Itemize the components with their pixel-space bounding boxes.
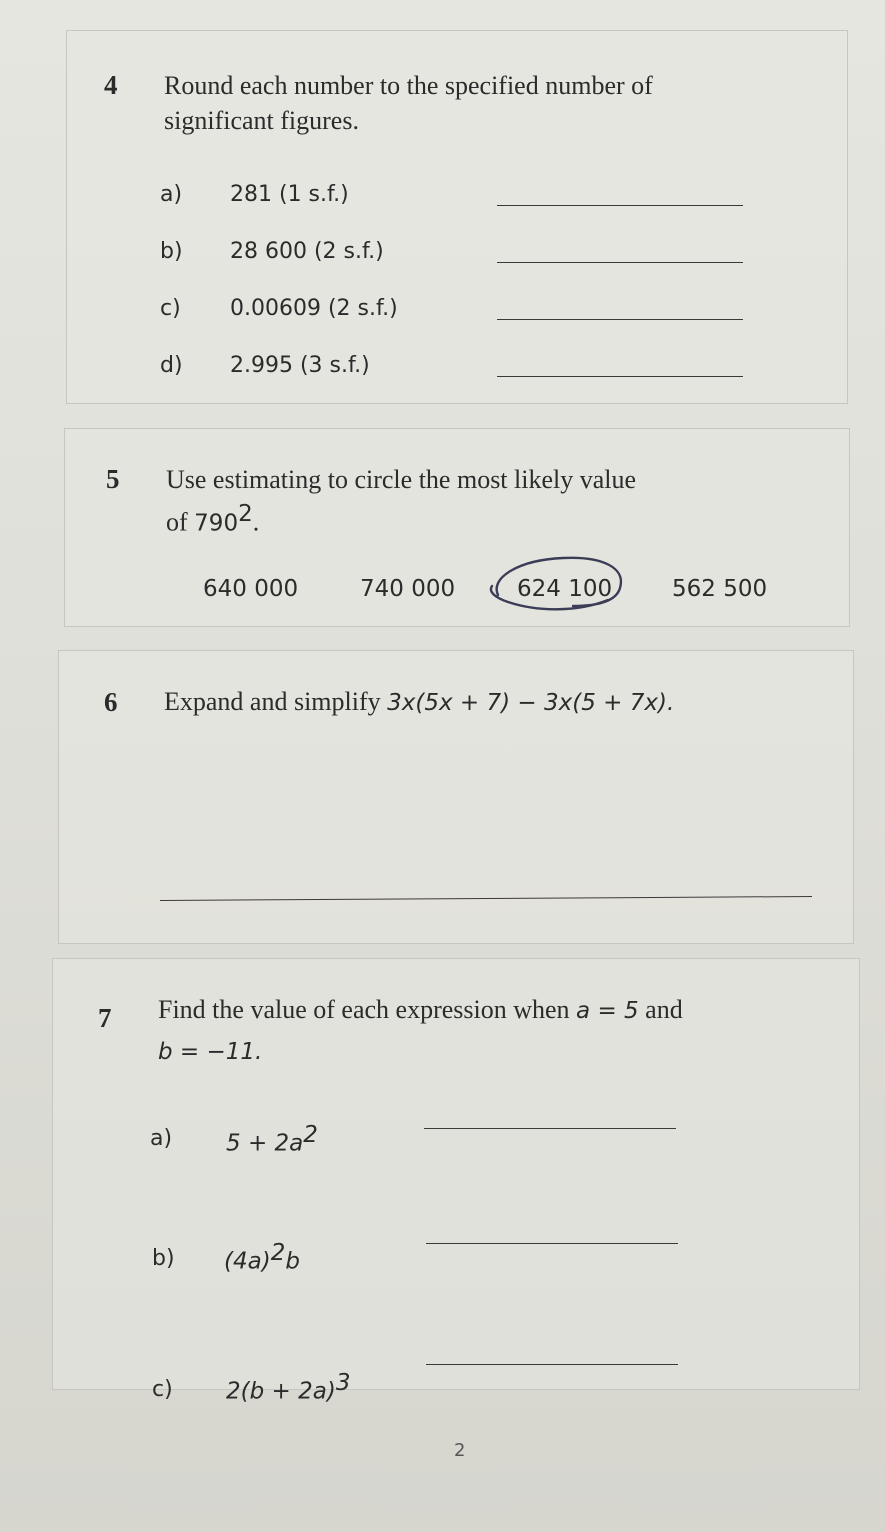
question-6-prompt [164,684,824,721]
q7-item-b-expression [224,1240,300,1274]
question-5-prompt-base: 790 [194,510,239,537]
question-6-expression: 3x(5x + 7) − 3x(5 + 7x). [387,690,675,716]
q7-item-a-expression [226,1122,318,1156]
q5-hand-drawn-circle [478,550,638,616]
question-5-prompt-line2 [166,497,806,542]
q7-item-c-answer-line[interactable] [426,1364,678,1365]
q4-item-a-answer-line[interactable] [497,205,743,206]
q4-item-d-label: d) [160,353,183,378]
q4-item-b-label: b) [160,239,183,264]
q4-item-d-text: 2.995 (3 s.f.) [230,353,370,378]
question-5-prompt-exponent: 2 [238,501,253,527]
q4-item-c-answer-line[interactable] [497,319,743,320]
question-6-number: 6 [104,687,118,717]
q7-item-c-expression [226,1370,350,1404]
q5-option-2[interactable]: 740 000 [360,576,456,602]
question-7-prompt-text: Find the value of each expression when [158,995,570,1024]
question-5-prompt [166,462,806,542]
question-5-prompt-line1: Use estimating to circle the most likely value [166,465,637,494]
question-7-number: 7 [98,1003,112,1033]
question-6-prompt-text: Expand and simplify [164,687,381,716]
question-4-prompt-line1: Round each number to the specified number of [164,71,653,100]
q4-item-b-answer-line[interactable] [497,262,743,263]
q7-item-c-label: c) [152,1377,173,1402]
question-5-number: 5 [106,464,120,494]
q7-item-a-expr-exponent: 2 [303,1122,318,1148]
q4-item-a-text: 281 (1 s.f.) [230,182,349,207]
q7-item-b-answer-line[interactable] [426,1243,678,1244]
page-number: 2 [454,1440,466,1461]
q4-item-c-text: 0.00609 (2 s.f.) [230,296,398,321]
q7-item-b-label: b) [152,1246,175,1271]
question-7-and-word: and [645,995,683,1024]
q4-item-c-label: c) [160,296,181,321]
question-7-prompt [158,992,818,1070]
q7-item-b-expr-base: (4a) [224,1248,271,1275]
question-4-prompt-line2: significant figures. [164,106,359,135]
q7-item-b-expr-tail: b [285,1248,300,1275]
q7-item-c-expr-base: 2(b + 2a) [226,1378,336,1405]
q5-option-4[interactable]: 562 500 [672,576,768,602]
q7-item-a-expr-base: 5 + 2a [226,1130,304,1157]
q5-option-3[interactable]: 624 100 [517,576,613,602]
q7-item-c-expr-exponent: 3 [335,1370,351,1396]
q4-item-b-text: 28 600 (2 s.f.) [230,239,384,264]
question-7-prompt-line1 [158,992,818,1029]
q7-item-b-expr-exponent: 2 [270,1240,286,1266]
q5-option-1[interactable]: 640 000 [203,576,299,602]
question-7-condition-b: b = −11. [158,1039,263,1065]
question-7-condition-a: a = 5 [576,998,639,1024]
question-4-number: 4 [104,70,118,100]
question-4-prompt [164,68,804,138]
question-5-prompt-end: . [252,507,260,537]
q7-item-a-label: a) [150,1126,173,1151]
q4-item-a-label: a) [160,182,183,207]
question-5-prompt-of: of [166,507,188,537]
q7-item-a-answer-line[interactable] [424,1128,676,1129]
q4-item-d-answer-line[interactable] [497,376,743,377]
